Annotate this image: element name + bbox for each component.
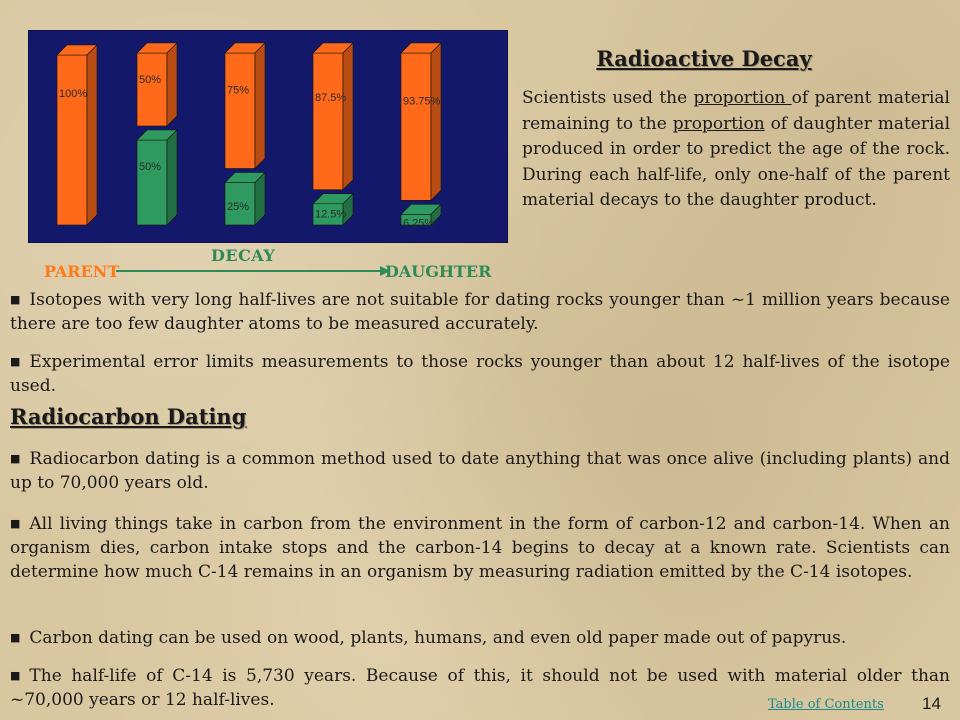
parent-bar-segment (57, 45, 97, 225)
bullet-square-icon: ■ (10, 631, 21, 644)
bullet-square-icon: ■ (10, 517, 21, 530)
intro-text-3: of daughter material produced in order to predict the age of the rock. During each half-life, only one-half of the parent material decays to the daughter product. (522, 113, 951, 210)
intro-text-2: of parent material remaining to the (522, 88, 950, 134)
parent-bar-label: 87.5% (315, 91, 347, 104)
daughter-bar-label: 6.25% (403, 217, 435, 230)
parent-bar-label: 100% (59, 88, 88, 100)
intro-underlined-1: proportion (693, 88, 792, 108)
intro-underlined-2: proportion (672, 113, 765, 134)
bullet-paragraph (10, 447, 950, 495)
parent-bar-segment (225, 43, 265, 169)
page-number: 14 (922, 694, 941, 713)
decay-bar-chart (28, 30, 508, 243)
daughter-bar-segment (225, 173, 265, 226)
parent-bar-label: 75% (227, 84, 250, 97)
daughter-bar-label: 12.5% (315, 208, 347, 221)
bullet-text: Carbon dating can be used on wood, plants, humans, and even old paper made out of papyrus. (29, 628, 847, 648)
parent-bar-label: 50% (139, 74, 162, 86)
bullet-text: Isotopes with very long half-lives are not suitable for dating rocks younger than ~1 million years because there are too few daughter atoms to be measured accurately. (10, 290, 950, 334)
decay-arrow-line (116, 270, 382, 272)
bullet-square-icon: ■ (10, 355, 21, 368)
bullet-paragraph (10, 288, 950, 336)
intro-text-1: Scientists used the (522, 88, 694, 108)
parent-bar-segment (313, 43, 353, 190)
daughter-bar-label: 50% (139, 161, 162, 173)
bullet-text: Experimental error limits measurements to those rocks younger than about 12 half-lives of the isotope used. (10, 352, 950, 396)
radioactive-decay-intro (522, 86, 950, 214)
bullet-text: All living things take in carbon from the environment in the form of carbon-12 and carbon-14. When an organism dies, carbon intake stops and the carbon-14 begins to decay at a known rate. Scientists can determine how much C-14 remains in an organism by measuring radiation emitted by the C-14 isotopes. (10, 514, 950, 582)
parent-bar-label: 93.75% (403, 95, 441, 108)
decay-label: DECAY (211, 246, 276, 265)
daughter-bar-segment (137, 130, 177, 225)
bullet-paragraph (10, 626, 950, 650)
bullet-paragraph (10, 512, 950, 584)
parent-label: PARENT (44, 262, 120, 281)
bullet-text: Radiocarbon dating is a common method used to date anything that was once alive (including plants) and up to 70,000 years old. (10, 449, 950, 493)
radiocarbon-dating-title: Radiocarbon Dating (10, 404, 247, 429)
bullet-square-icon: ■ (10, 293, 21, 306)
bullet-paragraph (10, 350, 950, 398)
daughter-bar-label: 25% (227, 201, 250, 214)
table-of-contents-link[interactable]: Table of Contents (768, 697, 884, 712)
bullet-square-icon: ■ (10, 669, 21, 682)
daughter-label: DAUGHTER (385, 262, 492, 281)
bullet-text: The half-life of C-14 is 5,730 years. Because of this, it should not be used with material older than ~70,000 years or 12 half-lives. (10, 666, 950, 710)
bullet-square-icon: ■ (10, 452, 21, 465)
parent-bar-segment (401, 43, 441, 200)
radioactive-decay-title: Radioactive Decay (596, 46, 812, 71)
